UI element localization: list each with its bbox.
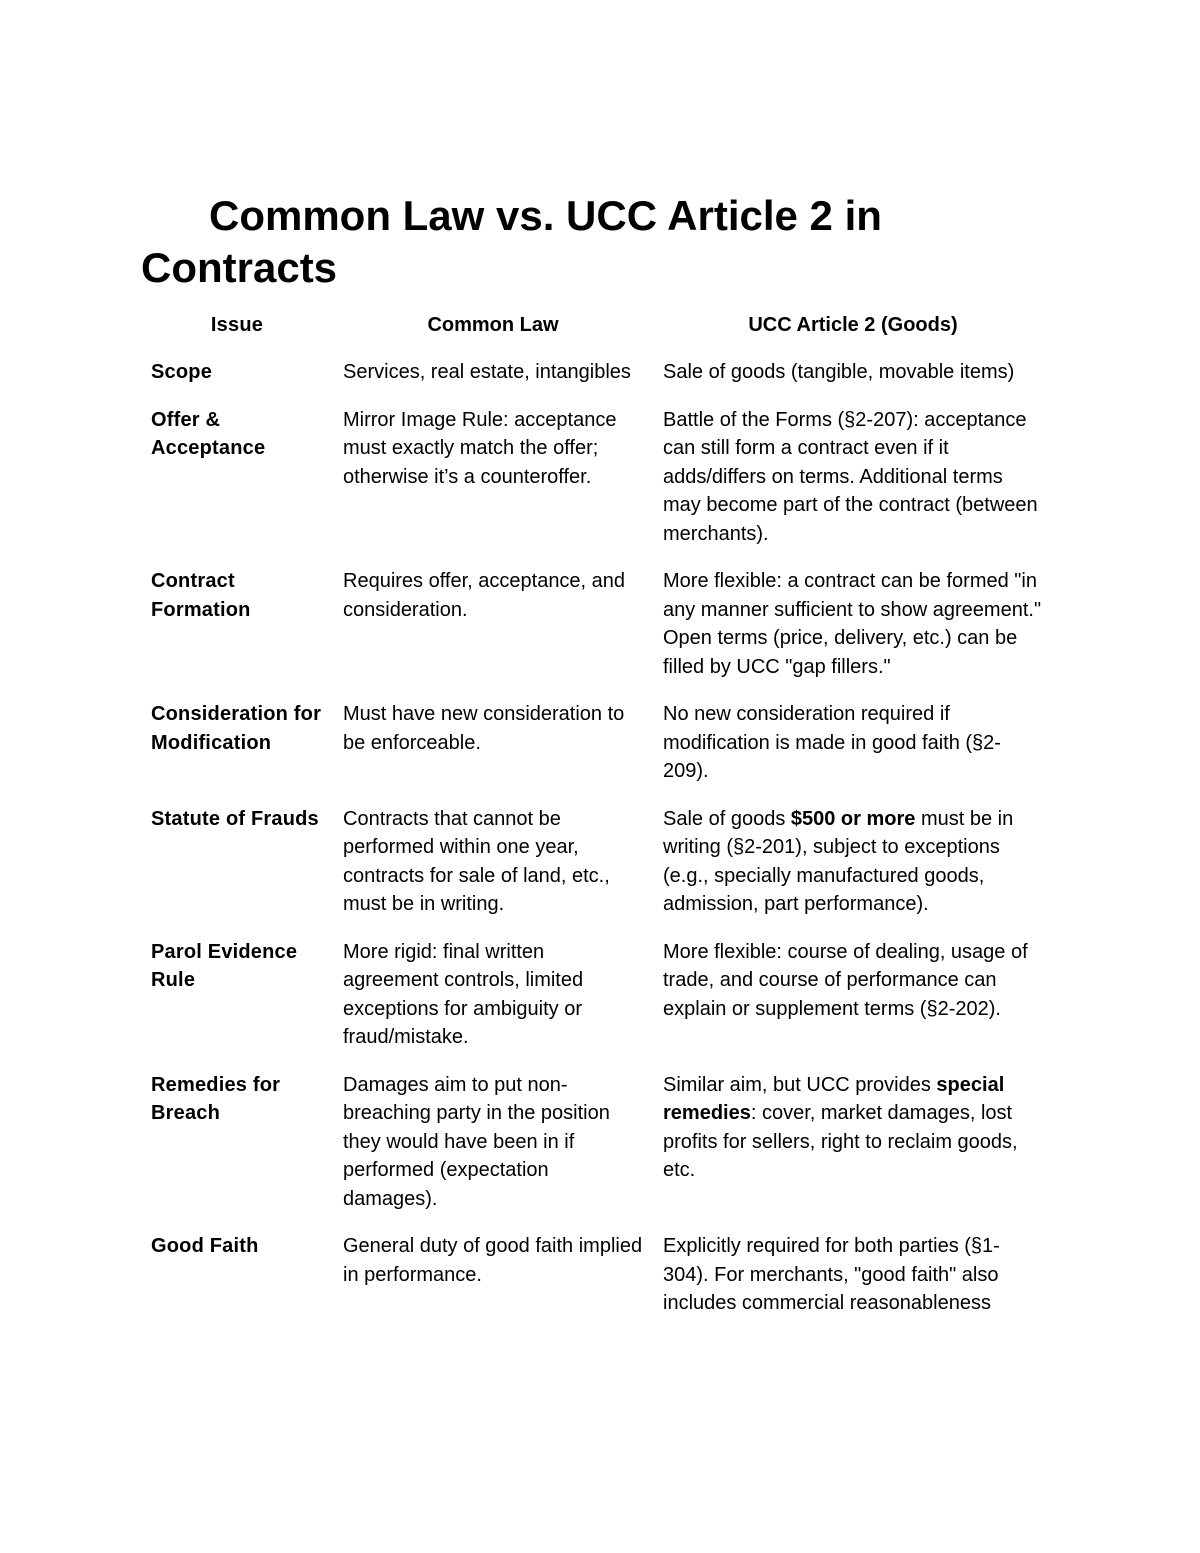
header-common-law: Common Law (427, 314, 559, 336)
table-row-consideration-modification (141, 700, 1053, 805)
ucc-cell (653, 1071, 1053, 1233)
common-law-cell: Must have new consideration to be enforceable. (343, 703, 625, 754)
table-header-row (141, 309, 1053, 358)
issue-cell: Good Faith (151, 1235, 259, 1257)
table-row-offer-acceptance (141, 406, 1053, 568)
page-title: Common Law vs. UCC Article 2 in Contracts (141, 192, 882, 291)
ucc-text-bold: special remedies (663, 1073, 1005, 1124)
common-law-cell: Requires offer, acceptance, and consideration. (343, 570, 626, 621)
common-law-cell: Damages aim to put non-breaching party in the position they would have been in if performed (expectation damages). (343, 1073, 610, 1210)
common-law-cell: Mirror Image Rule: acceptance must exactly match the offer; otherwise it’s a counteroffer. (343, 408, 617, 488)
ucc-text-post: must be in writing (§2-201), subject to exceptions (e.g., specially manufactured goods, admission, part performance). (663, 807, 1014, 915)
ucc-cell: No new consideration required if modification is made in good faith (§2-209). (663, 703, 1001, 782)
ucc-cell: Explicitly required for both parties (§1-304). For merchants, "good faith" also includes commercial reasonableness (663, 1235, 1000, 1314)
common-law-cell: General duty of good faith implied in performance. (343, 1235, 643, 1286)
issue-cell: Contract Formation (151, 570, 251, 621)
comparison-table (141, 309, 1053, 1337)
header-ucc: UCC Article 2 (Goods) (748, 314, 958, 336)
table-row-scope (141, 358, 1053, 406)
table-row-contract-formation (141, 567, 1053, 700)
table-row-good-faith (141, 1232, 1053, 1337)
ucc-text-post: : cover, market damages, lost profits for sellers, right to reclaim goods, etc. (663, 1102, 1018, 1181)
table-row-parol-evidence (141, 938, 1053, 1071)
ucc-cell: Sale of goods (tangible, movable items) (663, 361, 1015, 383)
common-law-cell: Contracts that cannot be performed within one year, contracts for sale of land, etc., must be in writing. (343, 807, 610, 915)
ucc-text-pre: Sale of goods (663, 807, 791, 830)
ucc-cell (653, 805, 1053, 938)
issue-cell: Statute of Frauds (151, 807, 319, 830)
header-issue: Issue (210, 314, 264, 336)
issue-cell: Consideration for Modification (151, 703, 322, 754)
ucc-text-pre: Similar aim, but UCC provides (663, 1073, 937, 1096)
ucc-cell: More flexible: course of dealing, usage of trade, and course of performance can explain or supplement terms (§2-202). (663, 940, 1028, 1020)
issue-cell: Scope (151, 361, 213, 383)
ucc-text-bold: $500 or more (790, 807, 916, 830)
table-row-statute-of-frauds (141, 805, 1053, 938)
issue-cell: Remedies for Breach (151, 1073, 281, 1124)
table-row-remedies (141, 1071, 1053, 1233)
ucc-cell: Battle of the Forms (§2-207): acceptance can still form a contract even if it adds/differs on terms. Additional terms may become part of the contract (between merchants). (663, 408, 1038, 545)
issue-cell: Parol Evidence Rule (151, 940, 298, 991)
ucc-cell: More flexible: a contract can be formed "in any manner sufficient to show agreement." Open terms (price, delivery, etc.) can be filled by UCC "gap fillers." (663, 570, 1042, 678)
common-law-cell: More rigid: final written agreement controls, limited exceptions for ambiguity or fraud/mistake. (343, 940, 584, 1048)
common-law-cell: Services, real estate, intangibles (343, 361, 631, 383)
issue-cell: Offer & Acceptance (151, 408, 266, 459)
